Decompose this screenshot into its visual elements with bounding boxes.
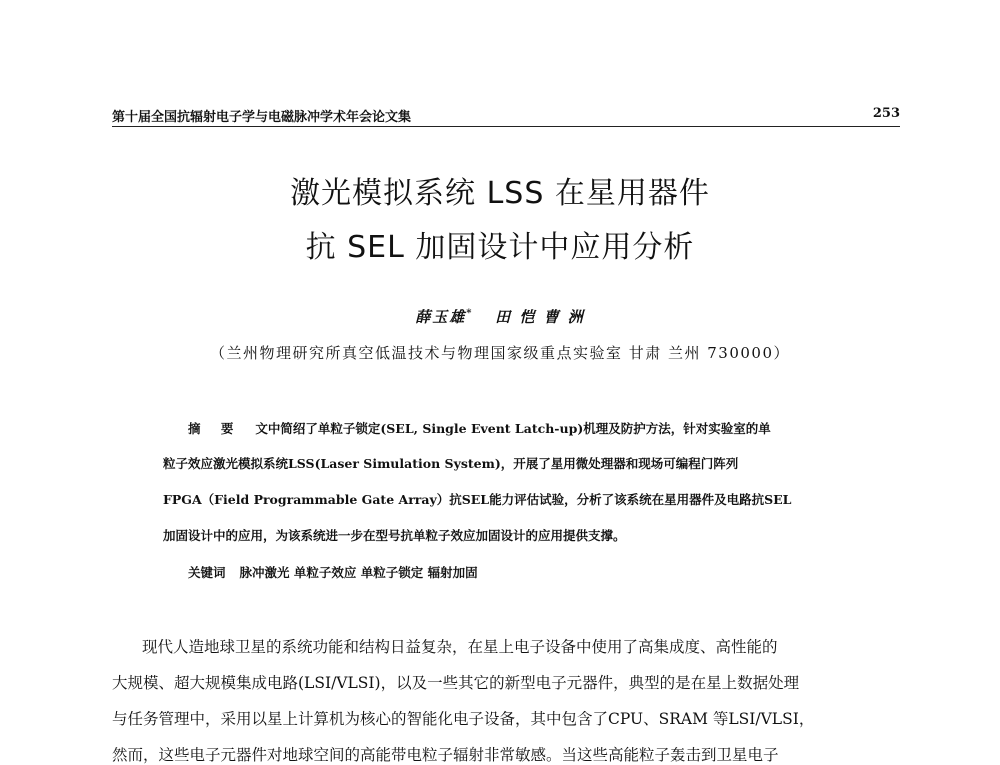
keywords-line xyxy=(188,563,878,581)
body-line-4: 然而，这些电子元器件对地球空间的高能带电粒子辐射非常敏感。当这些高能粒子轰击到卫星电子 xyxy=(112,746,779,764)
abstract-line-1 xyxy=(188,419,878,437)
body-line-1: 现代人造地球卫星的系统功能和结构日益复杂，在星上电子设备中使用了高集成度、高性能的 xyxy=(142,638,778,656)
abstract-text-1: 文中简绍了单粒子锁定(SEL, Single Event Latch-up)机理及防护方法，针对实验室的单 xyxy=(255,421,771,436)
author-list xyxy=(0,306,1000,327)
paper-title-line-1: 激光模拟系统 LSS 在星用器件 xyxy=(290,176,710,211)
author-affiliation: （兰州物理研究所真空低温技术与物理国家级重点实验室 甘肃 兰州 730000） xyxy=(209,344,791,362)
paper-title-line-2: 抗 SEL 加固设计中应用分析 xyxy=(305,230,695,265)
abstract-line-3: FPGA（Field Programmable Gate Array）抗SEL能力评估试验，分析了该系统在星用器件及电路抗SEL xyxy=(163,492,792,507)
body-line-3: 与任务管理中，采用以星上计算机为核心的智能化电子设备，其中包含了CPU、SRAM 等LSI/VLSI， xyxy=(112,710,815,728)
abstract-line-2: 粒子效应激光模拟系统LSS(Laser Simulation System)，开展了星用微处理器和现场可编程门阵列 xyxy=(163,456,739,471)
body-line-2: 大规模、超大规模集成电路(LSI/VLSI)，以及一些其它的新型电子元器件，典型的是在星上数据处理 xyxy=(112,674,800,692)
abstract-line-4: 加固设计中的应用，为该系统进一步在型号抗单粒子效应加固设计的应用提供支撑。 xyxy=(163,528,626,543)
corresponding-mark: * xyxy=(466,308,474,319)
running-head xyxy=(112,104,900,127)
other-authors: 田 恺 曹 洲 xyxy=(495,308,585,326)
abstract-label: 摘 要 xyxy=(188,421,242,436)
first-author: 薛玉雄 xyxy=(415,308,467,326)
keywords-text: 脉冲激光 单粒子效应 单粒子锁定 辐射加固 xyxy=(239,565,478,580)
page-number: 253 xyxy=(872,106,900,121)
proceedings-title: 第十届全国抗辐射电子学与电磁脉冲学术年会论文集 xyxy=(112,110,412,125)
keywords-label: 关键词 xyxy=(188,565,226,580)
